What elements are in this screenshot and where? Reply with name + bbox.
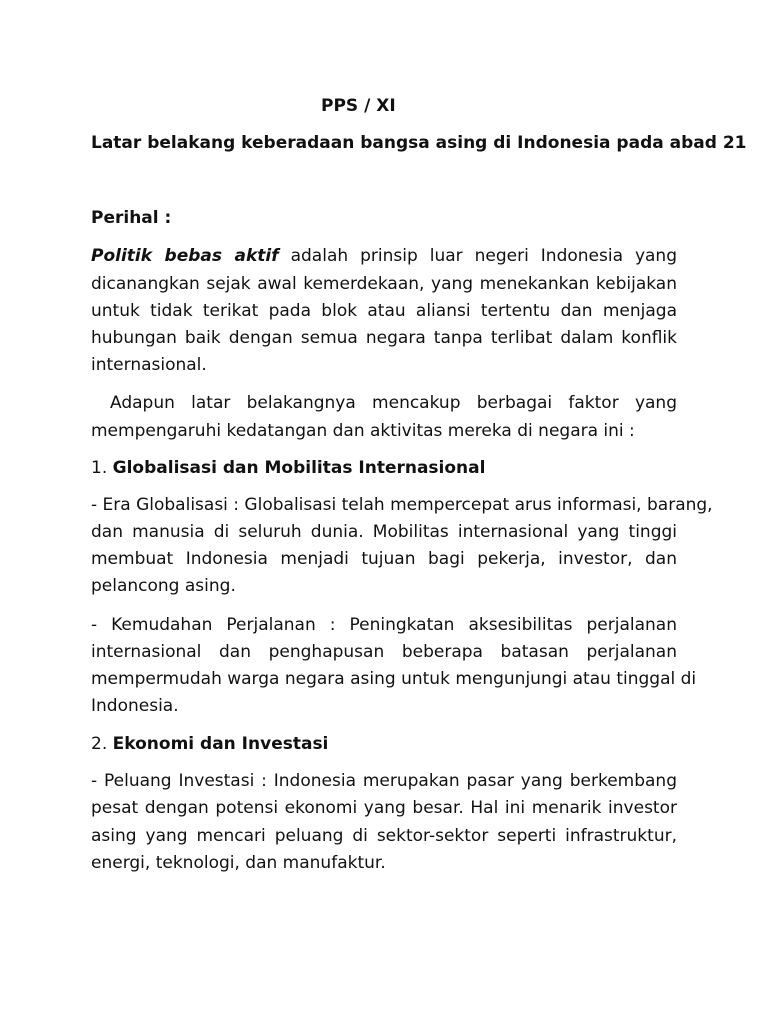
section-1-p2-line-3: mempermudah warga negara asing untuk mengunjungi atau tinggal di bbox=[91, 669, 697, 689]
document-code: PPS / XI bbox=[321, 96, 396, 116]
intro-line-1-rest: adalah prinsip luar negeri Indonesia yang bbox=[278, 246, 678, 266]
section-1-p2-line-2: internasional dan penghapusan beberapa batasan perjalanan bbox=[91, 642, 677, 662]
section-2-number: 2. bbox=[91, 734, 108, 754]
section-1-title: Globalisasi dan Mobilitas Internasional bbox=[112, 458, 486, 478]
document-title: Latar belakang keberadaan bangsa asing di Indonesia pada abad 21 bbox=[91, 133, 747, 153]
adapun-line-2: mempengaruhi kedatangan dan aktivitas mereka di negara ini : bbox=[91, 421, 635, 441]
intro-line-5: internasional. bbox=[91, 355, 207, 375]
adapun-line-1: Adapun latar belakangnya mencakup berbagai faktor yang bbox=[110, 393, 677, 413]
section-2-heading bbox=[91, 731, 677, 758]
section-2-p1-line-4: energi, teknologi, dan manufaktur. bbox=[91, 853, 386, 873]
section-1-heading bbox=[91, 455, 677, 482]
section-1-p2-line-4: Indonesia. bbox=[91, 696, 179, 716]
intro-lead-term: Politik bebas aktif bbox=[91, 246, 279, 266]
section-1-p1-line-2: dan manusia di seluruh dunia. Mobilitas internasional yang tinggi bbox=[91, 522, 677, 542]
section-2-p1-line-2: pesat dengan potensi ekonomi yang besar. Hal ini menarik investor bbox=[91, 798, 677, 818]
section-1-number: 1. bbox=[91, 458, 108, 478]
perihal-label: Perihal : bbox=[91, 208, 172, 228]
intro-line-2: dicanangkan sejak awal kemerdekaan, yang menekankan kebijakan bbox=[91, 274, 677, 294]
section-2-p1-line-1: - Peluang Investasi : Indonesia merupakan pasar yang berkembang bbox=[91, 771, 677, 791]
section-2-title: Ekonomi dan Investasi bbox=[112, 734, 329, 754]
intro-line-4: hubungan baik dengan semua negara tanpa terlibat dalam konflik bbox=[91, 328, 677, 348]
section-1-p2-line-1: - Kemudahan Perjalanan : Peningkatan aksesibilitas perjalanan bbox=[91, 615, 677, 635]
intro-line-1 bbox=[91, 243, 677, 270]
section-1-p1-line-3: membuat Indonesia menjadi tujuan bagi pekerja, investor, dan bbox=[91, 549, 677, 569]
section-2-p1-line-3: asing yang mencari peluang di sektor-sektor seperti infrastruktur, bbox=[91, 826, 677, 846]
section-1-p1-line-4: pelancong asing. bbox=[91, 576, 236, 596]
section-1-p1-line-1: - Era Globalisasi : Globalisasi telah mempercepat arus informasi, barang, bbox=[91, 495, 713, 515]
intro-line-3: untuk tidak terikat pada blok atau aliansi tertentu dan menjaga bbox=[91, 301, 677, 321]
